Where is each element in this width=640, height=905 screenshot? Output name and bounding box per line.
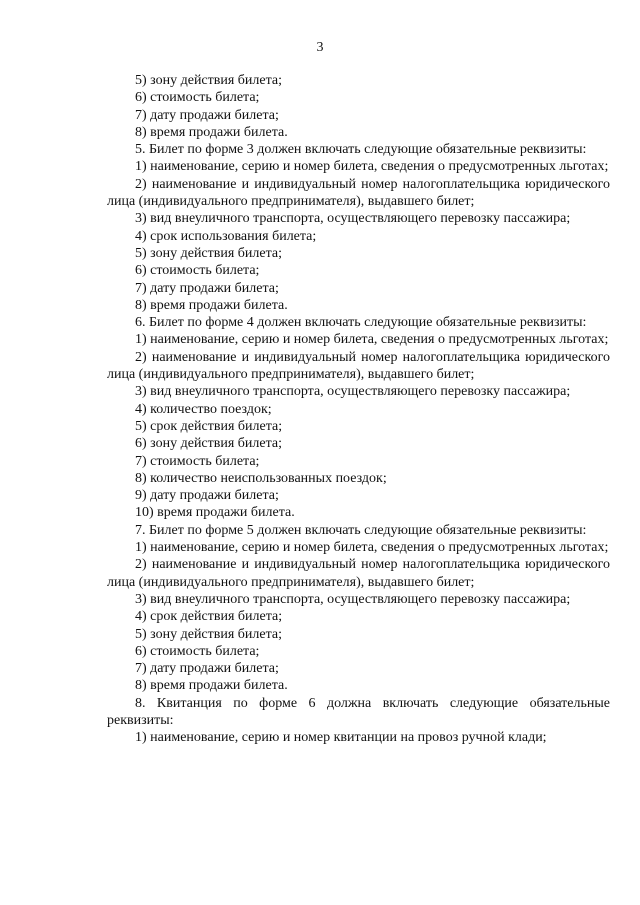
paragraph: 5. Билет по форме 3 должен включать следующие обязательные реквизиты: bbox=[135, 142, 587, 158]
paragraph: 8) время продажи билета. bbox=[135, 297, 288, 313]
paragraph: 8) время продажи билета. bbox=[135, 678, 288, 694]
paragraph: 4) срок использования билета; bbox=[135, 228, 317, 244]
paragraph: 5) зону действия билета; bbox=[135, 245, 283, 261]
paragraph: 6) зону действия билета; bbox=[135, 436, 283, 452]
paragraph: 6) стоимость билета; bbox=[135, 263, 260, 279]
document-body bbox=[107, 72, 610, 747]
paragraph: 6. Билет по форме 4 должен включать следующие обязательные реквизиты: bbox=[135, 315, 587, 331]
paragraph: 5) зону действия билета; bbox=[135, 73, 283, 88]
paragraph: 2) наименование и индивидуальный номер налогоплательщика юридического лица (индивидуального предпринимателя), выдавшего билет; bbox=[107, 176, 610, 210]
paragraph: 6) стоимость билета; bbox=[135, 643, 260, 659]
paragraph: 7) дату продажи билета; bbox=[135, 661, 279, 677]
paragraph: 3) вид внеуличного транспорта, осуществляющего перевозку пассажира; bbox=[135, 591, 571, 607]
paragraph: 9) дату продажи билета; bbox=[135, 488, 279, 504]
paragraph: 1) наименование, серию и номер билета, сведения о предусмотренных льготах; bbox=[135, 332, 609, 348]
paragraph: 1) наименование, серию и номер билета, сведения о предусмотренных льготах; bbox=[135, 159, 609, 175]
paragraph: 8. Квитанция по форме 6 должна включать следующие обязательные реквизиты: bbox=[107, 695, 610, 728]
paragraph: 8) время продажи билета. bbox=[135, 124, 288, 140]
paragraph: 2) наименование и индивидуальный номер налогоплательщика юридического лица (индивидуального предпринимателя), выдавшего билет; bbox=[107, 557, 610, 590]
paragraph: 1) наименование, серию и номер билета, сведения о предусмотренных льготах; bbox=[135, 540, 609, 556]
paragraph: 1) наименование, серию и номер квитанции на провоз ручной клади; bbox=[135, 730, 547, 746]
paragraph: 7) стоимость билета; bbox=[135, 453, 260, 469]
paragraph: 7. Билет по форме 5 должен включать следующие обязательные реквизиты: bbox=[135, 522, 587, 538]
paragraph: 5) срок действия билета; bbox=[135, 418, 283, 434]
paragraph: 4) срок действия билета; bbox=[135, 609, 283, 625]
paragraph: 6) стоимость билета; bbox=[135, 90, 260, 106]
page-number: 3 bbox=[316, 40, 324, 55]
paragraph: 10) время продажи билета. bbox=[135, 505, 295, 521]
paragraph: 3) вид внеуличного транспорта, осуществляющего перевозку пассажира; bbox=[135, 384, 571, 400]
paragraph: 5) зону действия билета; bbox=[135, 626, 283, 642]
paragraph: 7) дату продажи билета; bbox=[135, 107, 279, 123]
paragraph: 4) количество поездок; bbox=[135, 401, 272, 417]
paragraph: 3) вид внеуличного транспорта, осуществляющего перевозку пассажира; bbox=[135, 211, 571, 227]
paragraph: 2) наименование и индивидуальный номер налогоплательщика юридического лица (индивидуального предпринимателя), выдавшего билет; bbox=[107, 349, 610, 383]
paragraph: 7) дату продажи билета; bbox=[135, 280, 279, 296]
paragraph: 8) количество неиспользованных поездок; bbox=[135, 470, 387, 486]
